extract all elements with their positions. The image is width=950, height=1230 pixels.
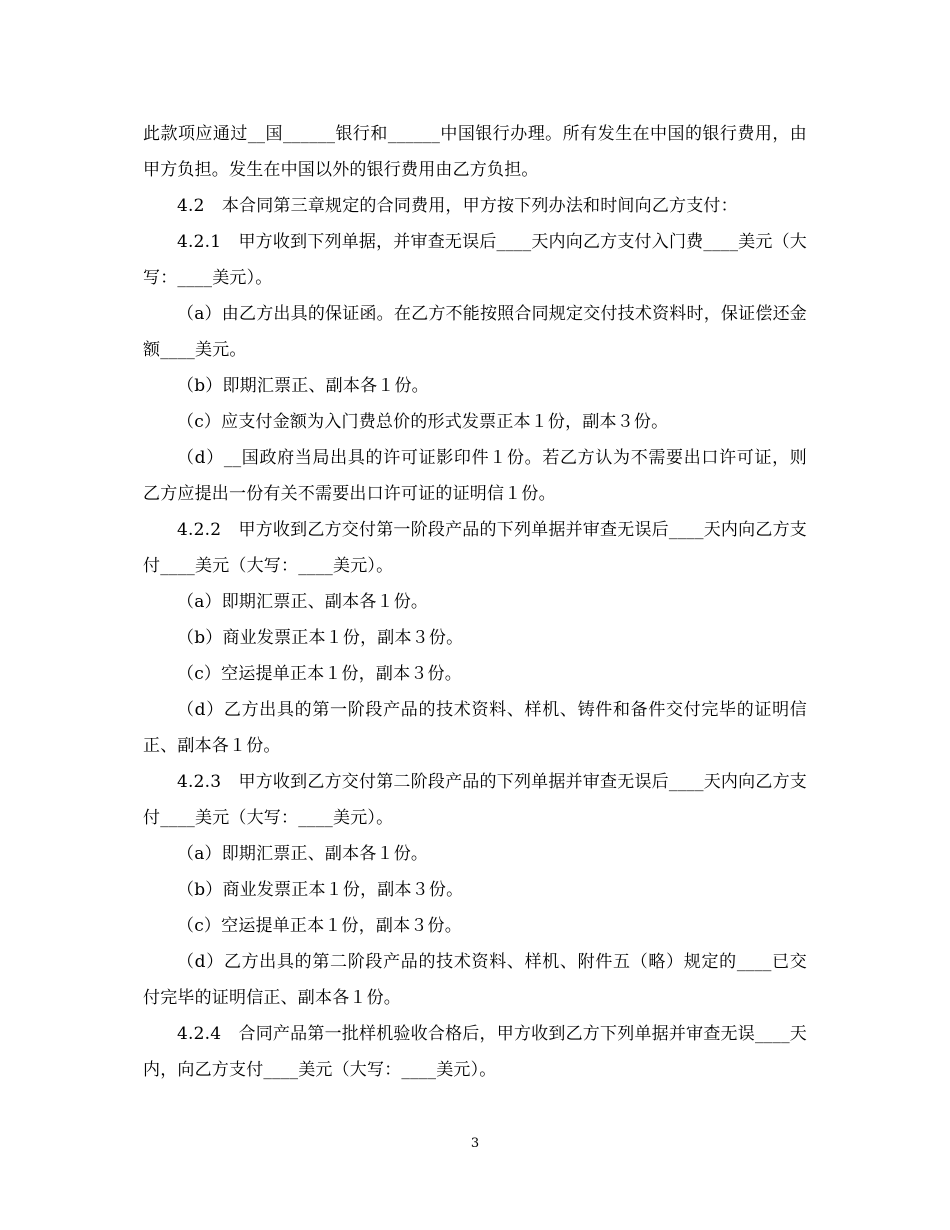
paragraph: 4.2.1 甲方收到下列单据，并审查无误后____天内向乙方支付入门费____美元（大写：____美元）。: [143, 232, 807, 288]
paragraph: （a）由乙方出具的保证函。在乙方不能按照合同规定交付技术资料时，保证偿还金额____美元。: [143, 304, 807, 360]
paragraph: 4.2.4 合同产品第一批样机验收合格后，甲方收到乙方下列单据并审查无误____天内，向乙方支付____美元（大写：____美元）。: [143, 1024, 807, 1080]
page-number: 3: [470, 1136, 480, 1151]
paragraph: （a）即期汇票正、副本各１份。: [177, 844, 429, 864]
paragraph: （d）乙方出具的第二阶段产品的技术资料、样机、附件五（略）规定的____已交付完毕的证明信正、副本各１份。: [143, 952, 807, 1008]
paragraph: 此款项应通过__国______银行和______中国银行办理。所有发生在中国的银行费用，由甲方负担。发生在中国以外的银行费用由乙方负担。: [143, 124, 807, 180]
paragraph: （c）空运提单正本１份，副本３份。: [177, 916, 462, 936]
paragraph: 4.2.3 甲方收到乙方交付第二阶段产品的下列单据并审查无误后____天内向乙方支付____美元（大写：____美元）。: [143, 772, 807, 828]
paragraph: （a）即期汇票正、副本各１份。: [177, 592, 429, 612]
paragraph: （d）乙方出具的第一阶段产品的技术资料、样机、铸件和备件交付完毕的证明信正、副本各１份。: [143, 700, 807, 756]
paragraph: 4.2 本合同第三章规定的合同费用，甲方按下列办法和时间向乙方支付：: [177, 196, 738, 216]
paragraph: （b）商业发票正本１份，副本３份。: [177, 880, 464, 900]
paragraph: （c）空运提单正本１份，副本３份。: [177, 664, 462, 684]
paragraph: （c）应支付金额为入门费总价的形式发票正本１份，副本３份。: [177, 412, 669, 432]
paragraph: （b）商业发票正本１份，副本３份。: [177, 628, 464, 648]
paragraph: （d）__国政府当局出具的许可证影印件１份。若乙方认为不需要出口许可证，则乙方应提出一份有关不需要出口许可证的证明信１份。: [143, 448, 807, 504]
paragraph: （b）即期汇票正、副本各１份。: [177, 376, 429, 396]
paragraph: 4.2.2 甲方收到乙方交付第一阶段产品的下列单据并审查无误后____天内向乙方支付____美元（大写：____美元）。: [143, 520, 807, 576]
document-body: [143, 116, 807, 1088]
